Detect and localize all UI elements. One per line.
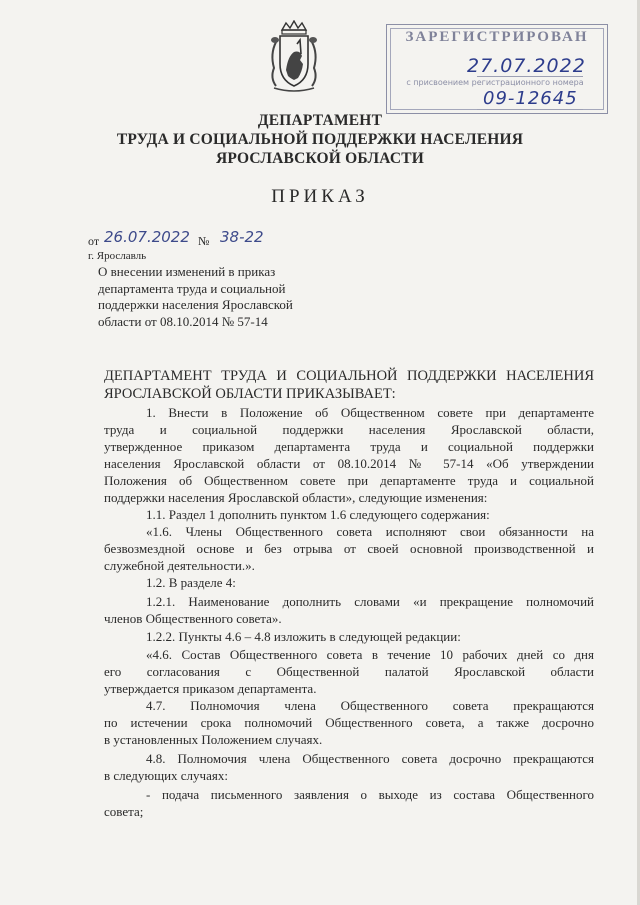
department-title-line3: ЯРОСЛАВСКОЙ ОБЛАСТИ — [215, 150, 425, 167]
body-line: утверждается приказом департамента. — [104, 681, 317, 696]
body-line: «4.6. Состав Общественного совета в течение 10 рабочих дней со дня — [146, 647, 594, 662]
body-line: населения Ярославской области от 08.10.2014 № 57-14 «Об утверждении — [104, 456, 594, 471]
subject-line: О внесении изменений в приказ — [98, 264, 276, 279]
stamp-divider — [477, 76, 583, 77]
order-date-number — [88, 226, 388, 252]
stamp-divider — [477, 109, 583, 110]
body-line: совета; — [104, 804, 144, 819]
coat-of-arms-emblem — [264, 20, 324, 94]
order-from-label: от — [88, 234, 100, 248]
body-line: 1.2.1. Наименование дополнить словами «и прекращение полномочий — [146, 594, 594, 609]
body-line: ЯРОСЛАВСКОЙ ОБЛАСТИ ПРИКАЗЫВАЕТ: — [104, 386, 396, 402]
stamp-registration-number: 09-12645 — [483, 88, 578, 109]
body-line: в следующих случаях: — [104, 768, 228, 783]
body-line: 1.2.2. Пункты 4.6 – 4.8 изложить в следующей редакции: — [146, 629, 461, 644]
body-line: 4.8. Полномочия члена Общественного совета досрочно прекращаются — [146, 751, 594, 766]
body-line: поддержки населения Ярославской области», следующие изменения: — [104, 490, 488, 505]
order-city: г. Ярославль — [88, 250, 147, 262]
body-line: утвержденное приказом департамента труда и социальной поддержки — [104, 439, 594, 454]
body-line: «1.6. Члены Общественного совета исполняют свои обязанности на — [146, 524, 594, 539]
stamp-note: с присвоением регистрационного номера — [406, 78, 584, 87]
stamp-registration-date: 27.07.2022 — [467, 55, 586, 77]
department-title-line1: ДЕПАРТАМЕНТ — [257, 112, 383, 129]
body-line: ДЕПАРТАМЕНТ ТРУДА И СОЦИАЛЬНОЙ ПОДДЕРЖКИ НАСЕЛЕНИЯ — [104, 368, 594, 384]
document-type-title: ПРИКАЗ — [271, 186, 369, 207]
body-line: 1. Внести в Положение об Общественном совете при департаменте — [146, 405, 594, 420]
department-title-line2: ТРУДА И СОЦИАЛЬНОЙ ПОДДЕРЖКИ НАСЕЛЕНИЯ — [116, 131, 524, 148]
subject-line: департамента труда и социальной — [98, 280, 286, 296]
body-line: - подача письменного заявления о выходе из состава Общественного — [146, 787, 594, 802]
order-subject — [98, 264, 348, 330]
body-line: безвозмездной основе и без отрыва от своей основной производственной и — [104, 541, 594, 556]
order-date: 26.07.2022 — [104, 228, 190, 246]
body-line: труда и социальной поддержки населения Ярославской области, — [104, 422, 594, 437]
order-number-label: № — [198, 234, 210, 248]
body-line: 1.1. Раздел 1 дополнить пунктом 1.6 следующего содержания: — [146, 507, 490, 522]
subject-line: поддержки населения Ярославской — [98, 297, 293, 312]
subject-line: области от 08.10.2014 № 57-14 — [98, 313, 268, 329]
body-line: 4.7. Полномочия члена Общественного совета прекращаются — [146, 698, 594, 713]
registration-stamp — [386, 24, 608, 114]
body-line: 1.2. В разделе 4: — [146, 575, 236, 590]
body-line: в установленных Положением случаях. — [104, 732, 323, 747]
body-line: служебной деятельности.». — [104, 558, 255, 573]
stamp-title: ЗАРЕГИСТРИРОВАН — [405, 29, 589, 45]
body-line: членов Общественного совета». — [104, 611, 282, 626]
body-line: его согласования с Общественной палатой Ярославской области — [104, 664, 594, 679]
body-line: по истечении срока полномочий Общественного совета, а также досрочно — [104, 715, 594, 730]
body-line: Положения об Общественном совете при департаменте труда и социальной — [104, 473, 594, 488]
order-number: 38-22 — [220, 228, 264, 246]
